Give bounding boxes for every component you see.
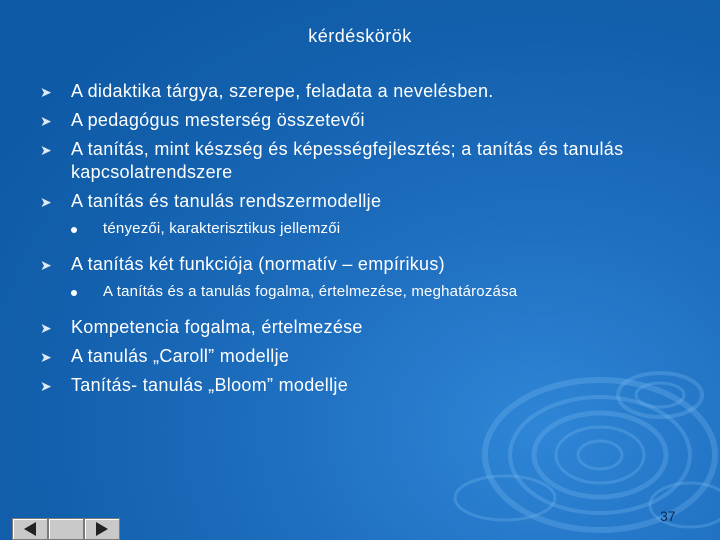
list-item bbox=[40, 374, 680, 397]
list-item-text: A tanítás két funkciója (normatív – empírikus) bbox=[71, 254, 445, 274]
arrowhead-bullet-icon: ➤ bbox=[40, 113, 53, 129]
next-slide-button[interactable] bbox=[84, 518, 120, 540]
triangle-left-icon bbox=[24, 522, 36, 536]
slide-navigation bbox=[12, 518, 120, 540]
sub-list-item bbox=[40, 282, 680, 302]
page-number: 37 bbox=[660, 508, 676, 524]
list-item-text: Tanítás- tanulás „Bloom” modellje bbox=[71, 375, 349, 395]
list-item bbox=[40, 80, 680, 103]
list-item-text: A pedagógus mesterség összetevői bbox=[71, 110, 365, 130]
list-item bbox=[40, 138, 680, 184]
arrowhead-bullet-icon: ➤ bbox=[40, 378, 53, 394]
arrowhead-bullet-icon: ➤ bbox=[40, 142, 53, 158]
sub-list-item-text: A tanítás és a tanulás fogalma, értelmezése, meghatározása bbox=[103, 283, 518, 300]
list-item-text: A tanulás „Caroll” modellje bbox=[71, 346, 290, 366]
sub-list-item bbox=[40, 219, 680, 239]
blank-button[interactable] bbox=[48, 518, 84, 540]
slide-title: kérdéskörök bbox=[308, 26, 412, 46]
previous-slide-button[interactable] bbox=[12, 518, 48, 540]
list-item-text: A tanítás és tanulás rendszermodellje bbox=[71, 191, 382, 211]
arrowhead-bullet-icon: ➤ bbox=[40, 257, 53, 273]
list-item bbox=[40, 345, 680, 368]
list-item-text: Kompetencia fogalma, értelmezése bbox=[71, 317, 363, 337]
dot-bullet-icon bbox=[71, 227, 77, 233]
sub-list-item-text: tényezői, karakterisztikus jellemzői bbox=[103, 220, 341, 237]
arrowhead-bullet-icon: ➤ bbox=[40, 320, 53, 336]
triangle-right-icon bbox=[96, 522, 108, 536]
list-item-text: A didaktika tárgya, szerepe, feladata a nevelésben. bbox=[71, 81, 494, 101]
list-item bbox=[40, 316, 680, 339]
arrowhead-bullet-icon: ➤ bbox=[40, 349, 53, 365]
list-item-text: A tanítás, mint készség és képességfejlesztés; a tanítás és tanulás kapcsolatrendszere bbox=[71, 139, 624, 182]
topic-list bbox=[40, 80, 680, 403]
arrowhead-bullet-icon: ➤ bbox=[40, 84, 53, 100]
arrowhead-bullet-icon: ➤ bbox=[40, 194, 53, 210]
dot-bullet-icon bbox=[71, 290, 77, 296]
list-item bbox=[40, 109, 680, 132]
list-item bbox=[40, 253, 680, 276]
list-item bbox=[40, 190, 680, 213]
